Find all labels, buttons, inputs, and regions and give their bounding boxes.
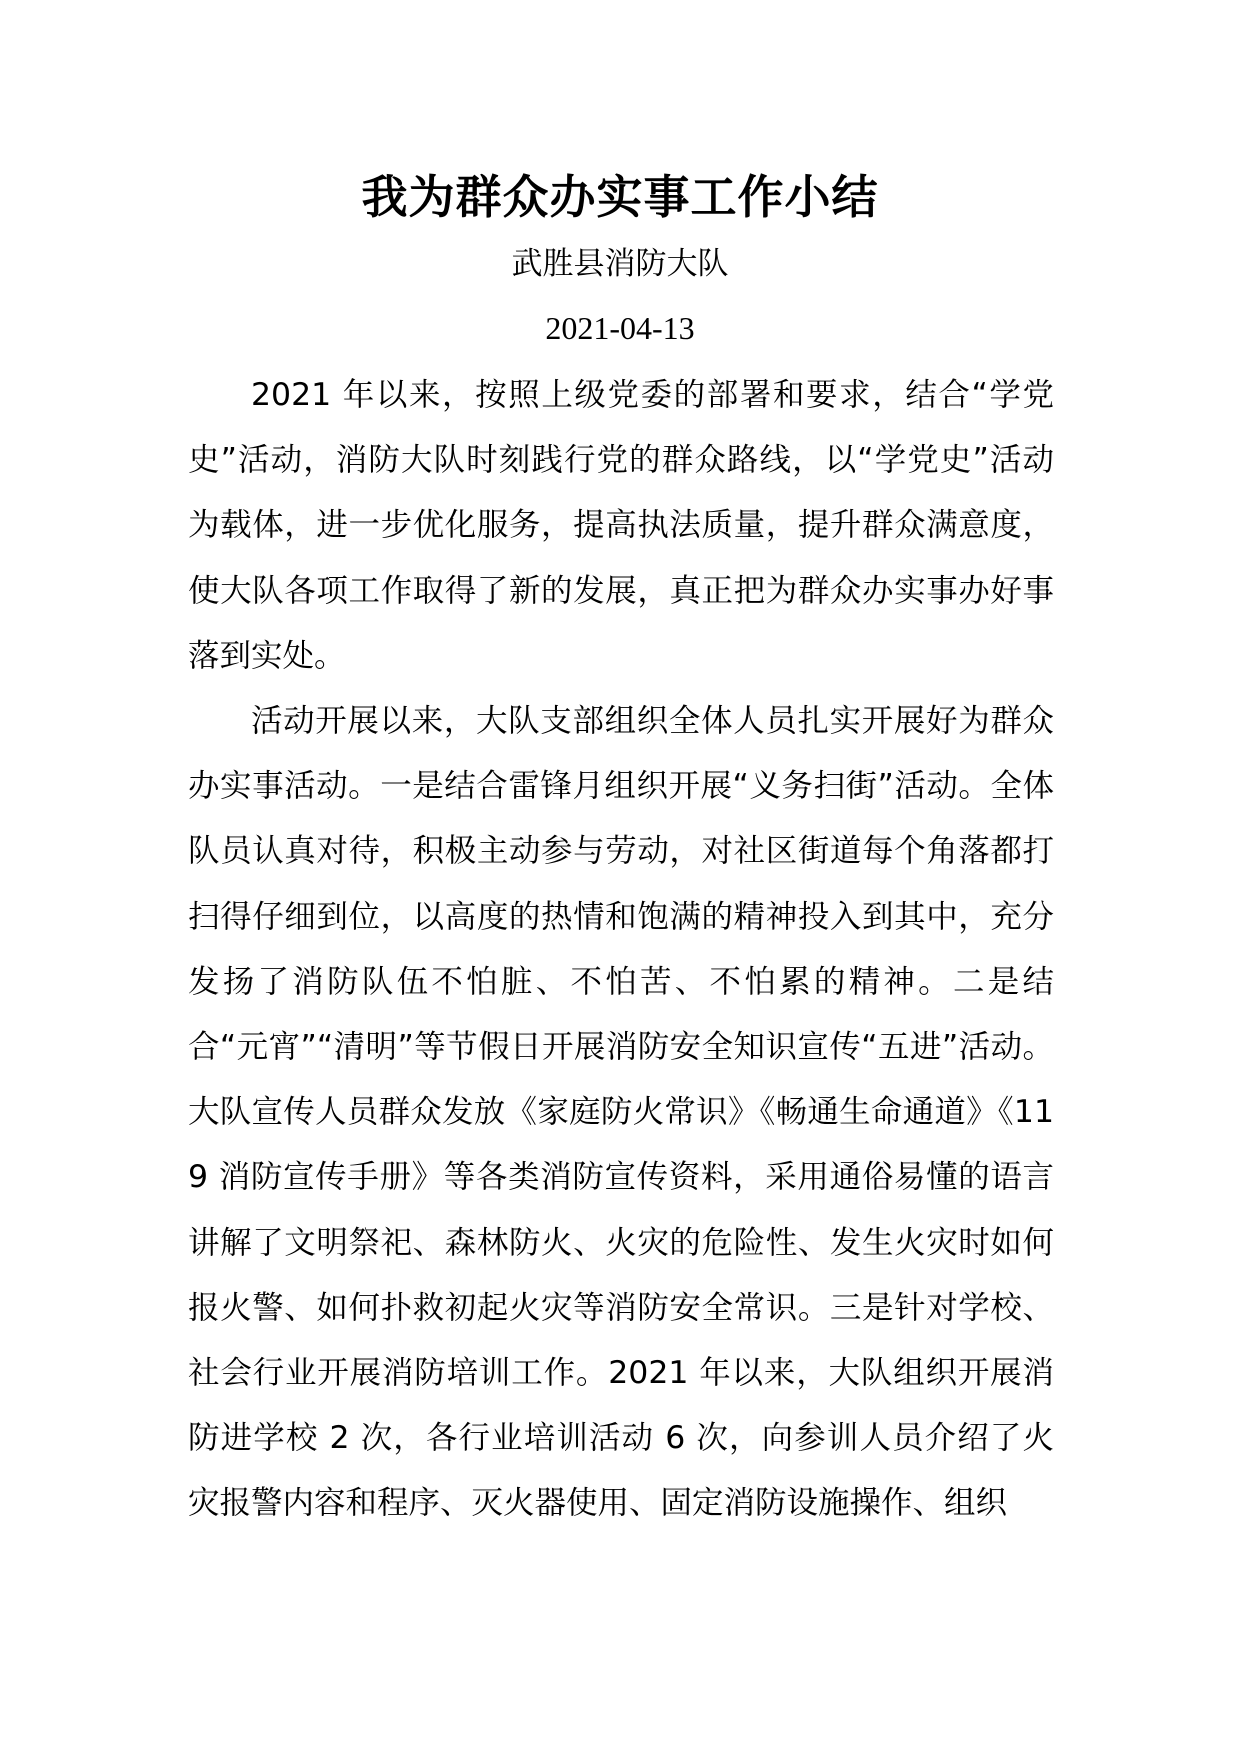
document-title: 我为群众办实事工作小结 <box>361 170 879 224</box>
document-body <box>188 363 1054 1537</box>
body-paragraph: 活动开展以来，大队支部组织全体人员扎实开展好为群众办实事活动。一是结合雷锋月组织开展“义务扫街”活动。全体队员认真对待，积极主动参与劳动，对社区街道每个角落都打扫得仔细到位，以高度的热情和饱满的精神投入到其中，充分发扬了消防队伍不怕脏、不怕苦、不怕累的精神。二是结合“元宵”“清明”等节假日开展消防安全知识宣传“五进”活动。大队宣传人员群众发放《家庭防火常识》《畅通生命通道》《119 消防宣传手册》等各类消防宣传资料，采用通俗易懂的语言讲解了文明祭祀、森林防火、火灾的危险性、发生火灾时如何报火警、如何扑救初起火灾等消防安全常识。三是针对学校、社会行业开展消防培训工作。2021 年以来，大队组织开展消防进学校 2 次，各行业培训活动 6 次，向参训人员介绍了火灾报警内容和程序、灭火器使用、固定消防设施操作、组织 <box>188 703 1054 1522</box>
document-date: 2021-04-13 <box>545 310 695 346</box>
body-paragraph: 2021 年以来，按照上级党委的部署和要求，结合“学党史”活动，消防大队时刻践行党的群众路线，以“学党史”活动为载体，进一步优化服务，提高执法质量，提升群众满意度，使大队各项工作取得了新的发展，真正把为群众办实事办好事落到实处。 <box>188 377 1054 674</box>
document-author: 武胜县消防大队 <box>511 246 729 282</box>
